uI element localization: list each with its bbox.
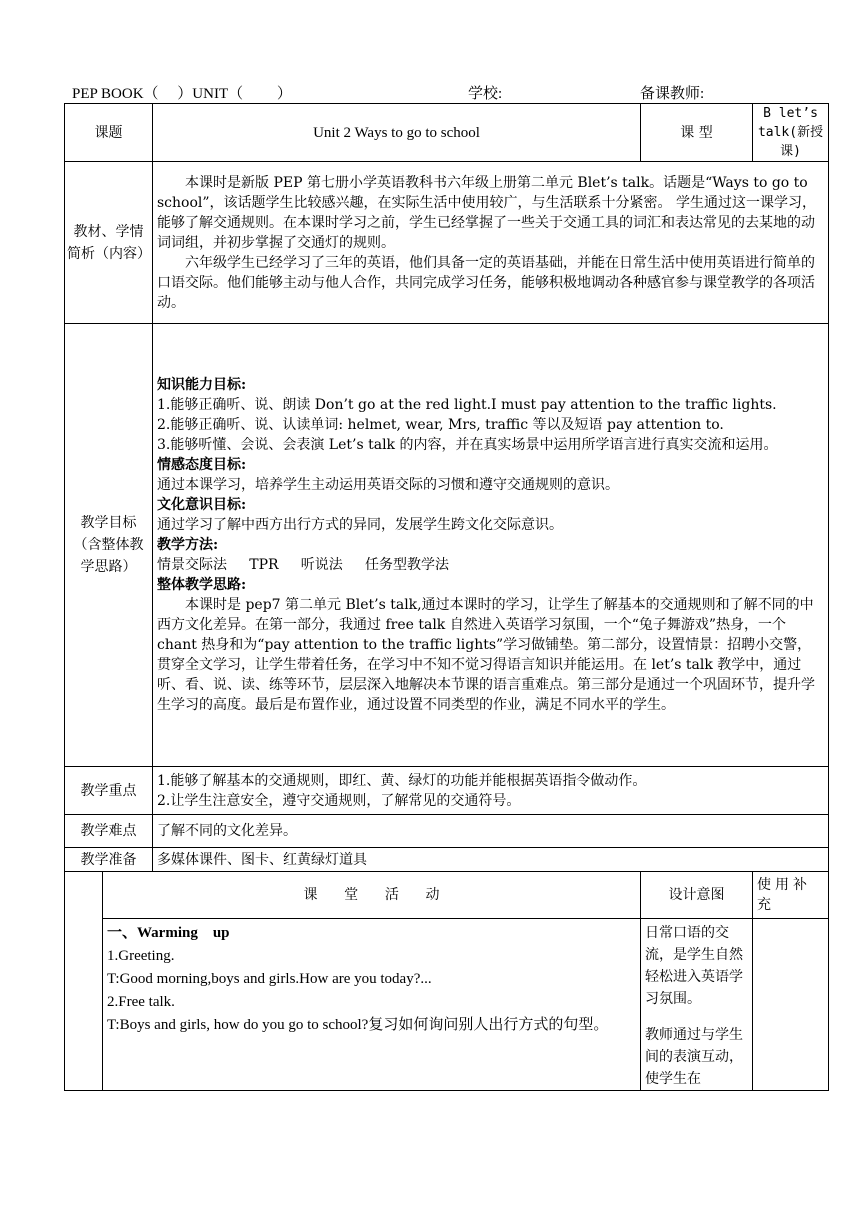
knowledge-item-2: 2.能够正确听、说、认读单词: helmet, wear, Mrs, traffic 等以及短语 pay attention to. [157, 417, 724, 433]
activity-line-3: 2.Free talk. [107, 994, 175, 1010]
intent-content [641, 919, 753, 1091]
knowledge-title: 知识能力目标: [157, 377, 247, 393]
school-label: 学校: [468, 86, 503, 102]
prep-text: 多媒体课件、图卡、红黄绿灯道具 [153, 848, 829, 872]
key-point-2: 2.让学生注意安全，遵守交通规则，了解常见的交通符号。 [157, 792, 521, 809]
activity-line-1: 1.Greeting. [107, 948, 175, 964]
knowledge-item-3: 3.能够听懂、会说、会表演 Let’s talk 的内容，并在真实场景中运用所学语言进行真实交流和运用。 [157, 437, 778, 453]
book-unit-line: PEP BOOK（ ）UNIT（ ） [72, 86, 292, 102]
topic-title: Unit 2 Ways to go to school [153, 104, 641, 162]
goals-label: 教学目标（含整体教学思路） [65, 324, 153, 767]
notes-content [753, 919, 829, 1091]
emotion-text: 通过本课学习，培养学生主动运用英语交际的习惯和遵守交通规则的意识。 [157, 477, 619, 493]
type-label: 课 型 [641, 104, 753, 162]
analysis-paragraph-2: 六年级学生已经学习了三年的英语，他们具备一定的英语基础，并能在日常生活中使用英语进行简单的口语交际。他们能够主动与他人合作，共同完成学习任务，能够积极地调动各种感官参与课堂教学的各项活动。 [157, 254, 815, 311]
notes-column-header: 使用补充 [753, 872, 829, 919]
analysis-content [153, 162, 829, 324]
method-text: 情景交际法 TPR 听说法 任务型教学法 [157, 557, 450, 573]
activity-column-header: 课 堂 活 动 [103, 872, 641, 919]
analysis-paragraph-1: 本课时是新版 PEP 第七册小学英语教科书六年级上册第二单元 Blet’s talk。话题是“Ways to go to school”，该话题学生比较感兴趣，在实际生活中使用较广，与生活联系十分紧密。 学生通过这一课学习，能够了解交通规则。在本课时学习之前，学生已经掌握了一些关于交通工具的词汇和表达常见的去某地的动词词组，并初步掌握了交通灯的规则。 [157, 174, 816, 251]
type-value: B let’s talk(新授课) [753, 104, 829, 162]
warming-up-title: 一、Warming up [107, 925, 230, 941]
intent-text-1: 日常口语的交流，是学生自然轻松进入英语学习氛围。 [645, 925, 744, 1007]
knowledge-item-1: 1.能够正确听、说、朗读 Don’t go at the red light.I must pay attention to the traffic lights. [157, 397, 777, 413]
key-points-content [153, 767, 829, 815]
method-title: 教学方法: [157, 537, 219, 553]
analysis-label: 教材、学情简析（内容） [65, 162, 153, 324]
activity-line-4: T:Boys and girls, how do you go to school?复习如何询问别人出行方式的句型。 [107, 1017, 609, 1033]
key-point-1: 1.能够了解基本的交通规则，即红、黄、绿灯的功能并能根据英语指令做动作。 [157, 772, 647, 789]
prep-label: 教学准备 [65, 848, 153, 872]
teacher-label: 备课教师: [640, 86, 705, 102]
culture-title: 文化意识目标: [157, 497, 247, 513]
difficulty-label: 教学难点 [65, 815, 153, 848]
overall-title: 整体教学思路: [157, 577, 247, 593]
topic-label: 课题 [65, 104, 153, 162]
goals-content [153, 324, 829, 767]
culture-text: 通过学习了解中西方出行方式的异同，发展学生跨文化交际意识。 [157, 517, 563, 533]
emotion-title: 情感态度目标: [157, 457, 247, 473]
intent-text-2: 教师通过与学生间的表演互动，使学生在 [645, 1027, 744, 1087]
activity-line-2: T:Good morning,boys and girls.How are you today?... [107, 971, 432, 987]
page-header [72, 82, 832, 104]
lesson-plan-table [64, 103, 829, 1091]
activity-content [103, 919, 641, 1091]
difficulty-text: 了解不同的文化差异。 [153, 815, 829, 848]
key-points-label: 教学重点 [65, 767, 153, 815]
blank-left-column [65, 872, 103, 1091]
intent-column-header: 设计意图 [641, 872, 753, 919]
overall-text: 本课时是 pep7 第二单元 Blet’s talk,通过本课时的学习，让学生了解基本的交通规则和了解不同的中西方文化差异。在第一部分，我通过 free talk 自然进入英语学习氛围，一个“兔子舞游戏”热身，一个 chant 热身和为“pay attention to the traffic lights”学习做铺垫。第二部分，设置情景：招聘小交警，贯穿全文学习，让学生带着任务，在学习中不知不觉习得语言知识并能运用。在 let’s talk 教学中，通过听、看、说、读、练等环节，层层深入地解决本节课的语言重难点。第三部分是通过一个巩固环节，提升学生学习的高度。最后是布置作业，通过设置不同类型的作业，满足不同水平的学生。 [157, 597, 815, 713]
